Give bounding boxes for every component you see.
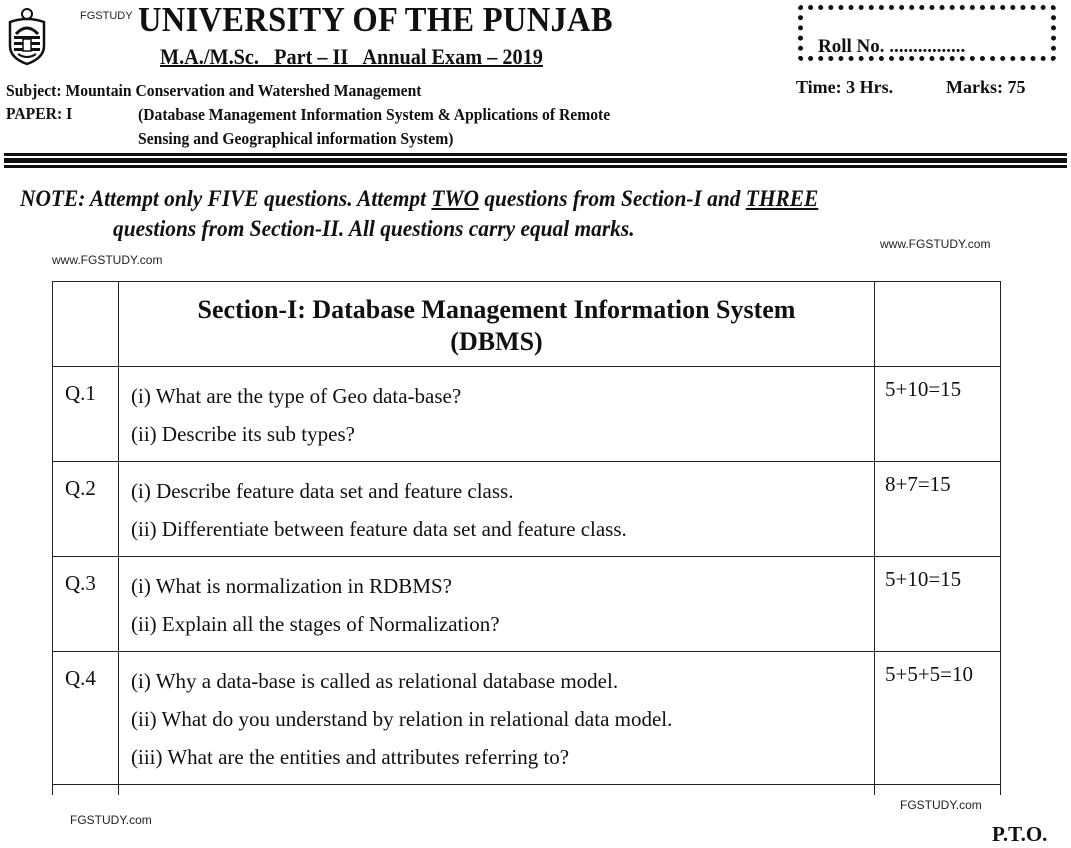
note-line2: questions from Section-II. All questions carry equal marks.	[113, 216, 635, 241]
note-two: TWO	[431, 186, 479, 211]
note-three: THREE	[745, 186, 819, 211]
header-rule-bottom	[4, 165, 1067, 168]
question-marks: 5+5+5=10	[875, 652, 1001, 785]
question-row-3	[53, 557, 1001, 652]
question-marks: 8+7=15	[875, 462, 1001, 557]
paper-title-line2: Sensing and Geographical information System)	[138, 129, 454, 148]
header-rule-top	[4, 153, 1067, 156]
exam-time: Time: 3 Hrs.	[796, 77, 894, 97]
watermark-top: FGSTUDY	[80, 10, 133, 22]
page-turn-over: P.T.O.	[992, 822, 1048, 846]
watermark-bottom-right: FGSTUDY.com	[900, 798, 982, 812]
question-number: Q.1	[53, 367, 119, 462]
section-header-row	[53, 282, 1001, 367]
section-title: Section-I: Database Management Information System (DBMS)	[119, 282, 875, 367]
instructions-note: NOTE: Attempt only FIVE questions. Attempt TWO questions from Section-I and THREE questions from Section-II. All questions carry equal marks.	[20, 184, 997, 244]
paper-label: PAPER: I	[6, 104, 73, 123]
question-marks: 5+10=15	[875, 557, 1001, 652]
questions-table	[52, 281, 1001, 795]
question-row-1	[53, 367, 1001, 462]
question-row-4	[53, 652, 1001, 785]
total-marks: Marks: 75	[946, 77, 1026, 97]
watermark-left-top: www.FGSTUDY.com	[52, 253, 163, 267]
paper-title	[138, 103, 610, 151]
university-crest-icon	[6, 6, 48, 66]
question-text: (i) Why a data-base is called as relational database model. (ii) What do you understand by relation in relational data model. (iii) What are the entities and attributes referring to?	[119, 652, 875, 785]
header-rule-middle	[4, 158, 1067, 163]
watermark-right-top: www.FGSTUDY.com	[880, 237, 991, 251]
question-number: Q.4	[53, 652, 119, 785]
subject-line: Subject: Mountain Conservation and Watershed Management	[6, 81, 422, 100]
roll-number-field: Roll No. ................	[818, 36, 966, 57]
question-number: Q.2	[53, 462, 119, 557]
question-text: (i) What is normalization in RDBMS? (ii) Explain all the stages of Normalization?	[119, 557, 875, 652]
exam-line: M.A./M.Sc. Part – II Annual Exam – 2019	[160, 44, 543, 69]
paper-title-line1: (Database Management Information System & Applications of Remote	[138, 105, 611, 124]
watermark-bottom-left: FGSTUDY.com	[70, 813, 152, 827]
question-text: (i) Describe feature data set and feature class. (ii) Differentiate between feature data set and feature class.	[119, 462, 875, 557]
question-number: Q.3	[53, 557, 119, 652]
university-title: UNIVERSITY OF THE PUNJAB	[138, 0, 613, 39]
question-text: (i) What are the type of Geo data-base? (ii) Describe its sub types?	[119, 367, 875, 462]
cut-off-row	[53, 785, 1001, 795]
note-prefix: NOTE:	[20, 186, 86, 211]
question-row-2	[53, 462, 1001, 557]
question-marks: 5+10=15	[875, 367, 1001, 462]
